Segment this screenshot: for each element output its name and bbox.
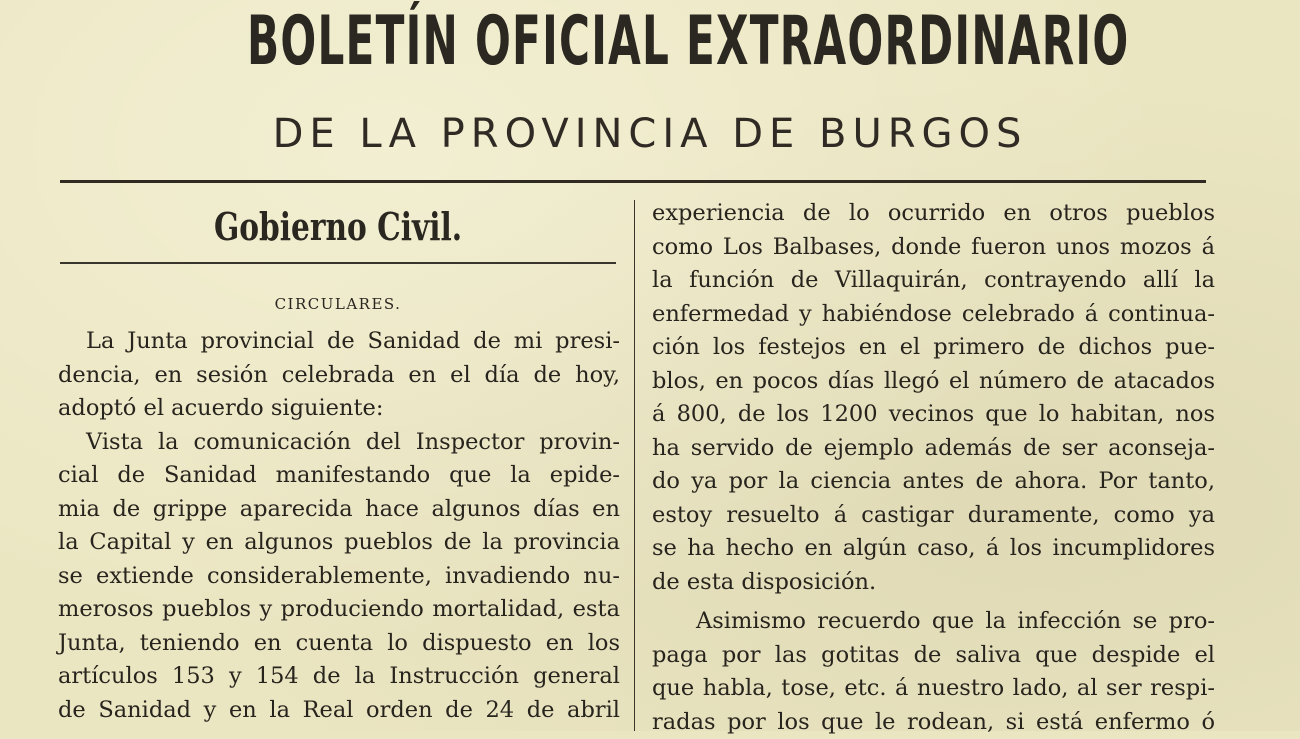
text-line: mia de grippe aparecida hace algunos días en [58, 493, 620, 527]
text-line: como Los Balbases, donde fueron unos mozos á [652, 231, 1215, 265]
text-line: La Junta provincial de Sanidad de mi presi- [58, 325, 620, 359]
text-line: Vista la comunicación del Inspector provin- [58, 426, 620, 460]
text-line: Junta, teniendo en cuenta lo dispuesto en los [58, 627, 620, 661]
header-rule [60, 180, 1206, 183]
text-line: que habla, tose, etc. á nuestro lado, al ser respi- [652, 672, 1215, 706]
text-line: paga por las gotitas de saliva que despide el [652, 639, 1215, 673]
text-line: do ya por la ciencia antes de ahora. Por tanto, [652, 465, 1215, 499]
bulletin-subtitle: DE LA PROVINCIA DE BURGOS [0, 108, 1300, 160]
section-subheading: CIRCULARES. [60, 294, 616, 314]
text-line: blos, en pocos días llegó el número de atacados [652, 365, 1215, 399]
left-column [58, 325, 620, 727]
bulletin-title: BOLETÍN OFICIAL EXTRAORDINARIO [247, 0, 1053, 84]
section-rule [60, 262, 616, 264]
text-line: la Capital y en algunos pueblos de la provincia [58, 526, 620, 560]
text-line: ha servido de ejemplo además de ser aconseja- [652, 432, 1215, 466]
text-line: enfermedad y habiéndose celebrado á continua- [652, 298, 1215, 332]
text-line: se ha hecho en algún caso, á los incumplidores [652, 532, 1215, 566]
text-line: experiencia de lo ocurrido en otros pueblos [652, 197, 1215, 231]
text-line: se extiende considerablemente, invadiendo nu- [58, 560, 620, 594]
text-line: de esta disposición. [652, 566, 1215, 600]
right-column [652, 197, 1215, 739]
column-divider [634, 200, 635, 731]
text-line: radas por los que le rodean, si está enfermo ó [652, 706, 1215, 739]
section-title: Gobierno Civil. [121, 202, 555, 252]
text-line: de Sanidad y en la Real orden de 24 de abril [58, 694, 620, 728]
text-line: ción los festejos en el primero de dichos pue- [652, 331, 1215, 365]
text-line: artículos 153 y 154 de la Instrucción general [58, 660, 620, 694]
text-line: merosos pueblos y produciendo mortalidad, esta [58, 593, 620, 627]
text-line: Asimismo recuerdo que la infección se pro- [652, 605, 1215, 639]
text-line: cial de Sanidad manifestando que la epide- [58, 459, 620, 493]
text-line: dencia, en sesión celebrada en el día de hoy, [58, 359, 620, 393]
text-line: la función de Villaquirán, contrayendo allí la [652, 264, 1215, 298]
text-line: adoptó el acuerdo siguiente: [58, 392, 620, 426]
text-line: á 800, de los 1200 vecinos que lo habitan, nos [652, 398, 1215, 432]
text-line: estoy resuelto á castigar duramente, como ya [652, 499, 1215, 533]
